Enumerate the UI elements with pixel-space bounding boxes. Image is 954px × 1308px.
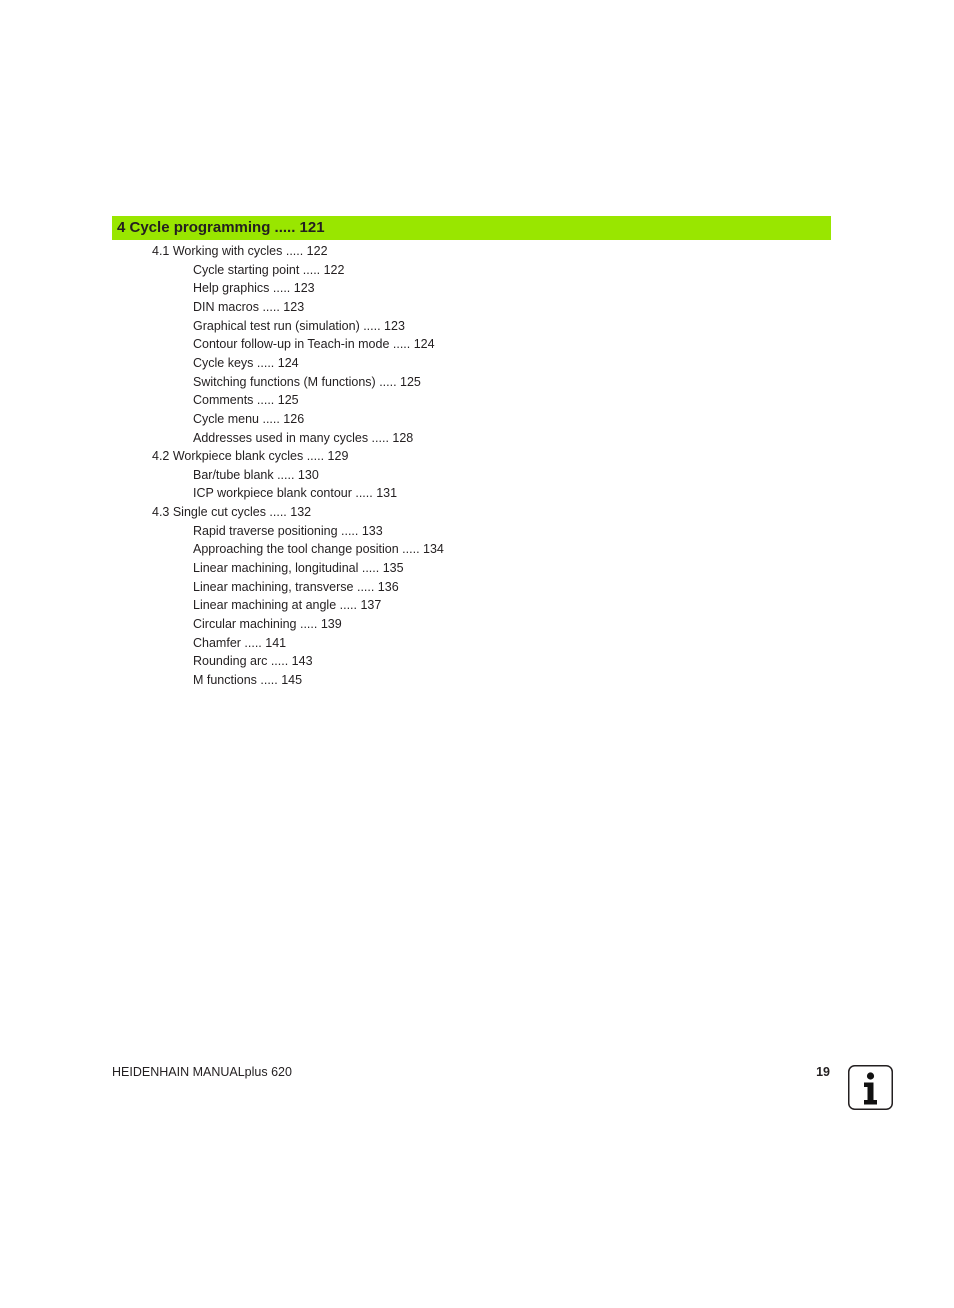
toc-entry[interactable]: Cycle starting point ..... 122 [193,262,345,277]
toc-entry[interactable]: Rounding arc ..... 143 [193,654,313,669]
toc-entry[interactable]: Chamfer ..... 141 [193,635,287,650]
page-number: 19 [816,1065,830,1079]
info-icon [848,1065,893,1110]
toc-entry[interactable]: Contour follow-up in Teach-in mode ..... 124 [193,337,435,352]
toc-entry[interactable]: Linear machining at angle ..... 137 [193,598,382,613]
toc-entry[interactable]: M functions ..... 145 [193,673,303,687]
toc-entry[interactable]: Cycle keys ..... 124 [193,355,299,370]
footer-manual-title: HEIDENHAIN MANUALplus 620 [112,1065,292,1079]
chapter-title[interactable]: 4 Cycle programming ..... 121 [117,219,325,236]
toc-entry[interactable]: Switching functions (M functions) ..... 125 [193,374,421,389]
toc-entry[interactable]: Rapid traverse positioning ..... 133 [193,523,383,538]
toc-entry[interactable]: Bar/tube blank ..... 130 [193,467,319,482]
toc-entry[interactable]: 4.3 Single cut cycles ..... 132 [152,505,312,520]
toc-entry[interactable]: Help graphics ..... 123 [193,281,315,296]
toc-entry[interactable]: Addresses used in many cycles ..... 128 [193,430,414,445]
toc-entry[interactable]: Linear machining, longitudinal ..... 135 [193,561,404,575]
chapter-heading-bar [112,216,831,240]
toc-entry[interactable]: Circular machining ..... 139 [193,617,342,631]
toc-entry[interactable]: Approaching the tool change position ..... 134 [193,542,444,557]
toc-entry[interactable]: Comments ..... 125 [193,393,299,408]
toc-entry[interactable]: ICP workpiece blank contour ..... 131 [193,486,398,501]
toc-entry[interactable]: 4.2 Workpiece blank cycles ..... 129 [152,449,349,464]
toc-entry[interactable]: Cycle menu ..... 126 [193,411,305,426]
toc-entry[interactable]: Graphical test run (simulation) ..... 123 [193,318,405,333]
toc-entry[interactable]: DIN macros ..... 123 [193,299,305,314]
toc-entry[interactable]: 4.1 Working with cycles ..... 122 [152,244,328,258]
toc-entry[interactable]: Linear machining, transverse ..... 136 [193,579,399,594]
